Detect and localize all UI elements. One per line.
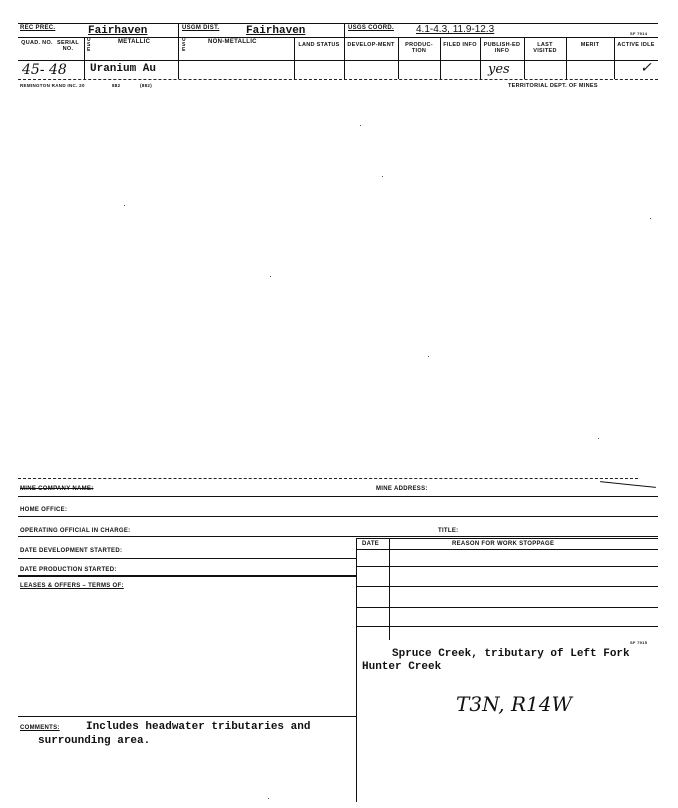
last-visited-header: LAST VISITED	[533, 42, 557, 54]
title-label: TITLE:	[438, 528, 459, 534]
divider	[84, 37, 85, 79]
comments-line2: surrounding area.	[38, 735, 151, 747]
scan-speck	[428, 356, 429, 357]
department-imprint: TERRITORIAL DEPT. OF MINES	[508, 83, 598, 89]
rec-prec-value: Fairhaven	[88, 25, 148, 37]
scan-speck	[650, 218, 651, 219]
date-column-divider	[389, 538, 390, 640]
rule	[18, 516, 658, 517]
header-column-rule	[18, 60, 658, 61]
leases-offers-label: LEASES & OFFERS – TERMS OF:	[20, 583, 124, 589]
header-top-rule	[18, 23, 658, 24]
quad-serial-value: 45- 48	[22, 62, 67, 78]
divider	[178, 23, 179, 79]
divider	[344, 23, 345, 79]
usgs-coord-label: USGS COORD.	[348, 25, 394, 31]
metallic-value: Uranium Au	[90, 63, 157, 75]
back-corner-stroke	[600, 481, 656, 488]
land-status-header: LAND STATUS	[298, 42, 340, 48]
printer-imprint: REMINGTON RAND INC. 20	[20, 83, 85, 88]
mine-company-name-label: MINE COMPANY NAME:	[20, 486, 94, 492]
rule	[356, 538, 658, 539]
date-development-started-label: DATE DEVELOPMENT STARTED:	[20, 548, 123, 554]
usgm-dist-value: Fairhaven	[246, 25, 306, 37]
filed-info-header: FILED INFO	[443, 42, 477, 48]
development-header: DEVELOP-MENT	[347, 42, 395, 48]
divider	[566, 37, 567, 79]
township-range-handwritten: T3N, R14W	[456, 692, 573, 716]
rule	[18, 496, 658, 497]
rec-prec-label: REC PREC.	[20, 25, 56, 31]
non-metallic-use-letters: U S E	[182, 37, 186, 53]
rule	[356, 607, 658, 608]
divider	[614, 37, 615, 79]
published-info-value: yes	[488, 62, 510, 77]
merit-header: MERIT	[580, 42, 600, 48]
form-number-top: SF 7914	[630, 31, 648, 36]
rule	[356, 566, 658, 567]
usgs-coord-value: 4.1-4.3, 11.9-12.3	[416, 24, 495, 35]
published-info-header: PUBLISH-ED INFO	[483, 42, 521, 54]
active-idle-header: ACTIVE IDLE	[617, 42, 655, 48]
location-text-line1: Spruce Creek, tributary of Left Fork	[392, 648, 630, 660]
form-number-bottom: SF 7915	[630, 640, 648, 645]
mine-address-label: MINE ADDRESS:	[376, 486, 428, 492]
header-bottom-rule	[18, 79, 658, 80]
rule	[18, 536, 658, 537]
divider	[294, 37, 295, 79]
rule	[18, 558, 356, 559]
quad-no-header: QUAD. NO.	[21, 40, 53, 46]
home-office-label: HOME OFFICE:	[20, 507, 68, 513]
divider	[524, 37, 525, 79]
operating-official-label: OPERATING OFFICIAL IN CHARGE:	[20, 528, 131, 534]
header-mid-rule	[18, 37, 658, 38]
comments-label: COMMENTS:	[20, 725, 60, 731]
serial-no-header: SERIAL NO.	[57, 40, 79, 52]
metallic-use-letters: U S E	[87, 37, 91, 53]
back-center-divider	[356, 538, 357, 802]
scan-speck	[598, 438, 599, 439]
production-header: PRODUC-TION	[405, 42, 433, 54]
divider	[480, 37, 481, 79]
rule	[18, 716, 356, 717]
usgm-dist-label: USGM DIST.	[182, 25, 220, 31]
rule	[356, 549, 658, 550]
scan-speck	[124, 205, 125, 206]
date-production-started-label: DATE PRODUCTION STARTED:	[20, 567, 117, 573]
scan-speck	[268, 798, 269, 799]
rule	[356, 586, 658, 587]
scan-speck	[382, 176, 383, 177]
divider	[398, 37, 399, 79]
comments-line1: Includes headwater tributaries and	[86, 721, 311, 733]
divider	[440, 37, 441, 79]
rule	[356, 626, 658, 627]
reason-for-work-stoppage-label: REASON FOR WORK STOPPAGE	[452, 541, 555, 547]
date-column-label: DATE	[362, 541, 380, 547]
scan-speck	[360, 125, 361, 126]
printer-code: 882	[112, 83, 121, 88]
active-idle-mark: ✓	[640, 60, 652, 76]
non-metallic-header: NON-METALLIC	[208, 39, 257, 45]
printer-code-paren: (882)	[140, 83, 153, 88]
location-text-line2: Hunter Creek	[362, 661, 442, 673]
scan-speck	[270, 276, 271, 277]
back-top-rule	[18, 478, 638, 479]
metallic-header: METALLIC	[118, 39, 151, 45]
rule	[18, 575, 356, 577]
